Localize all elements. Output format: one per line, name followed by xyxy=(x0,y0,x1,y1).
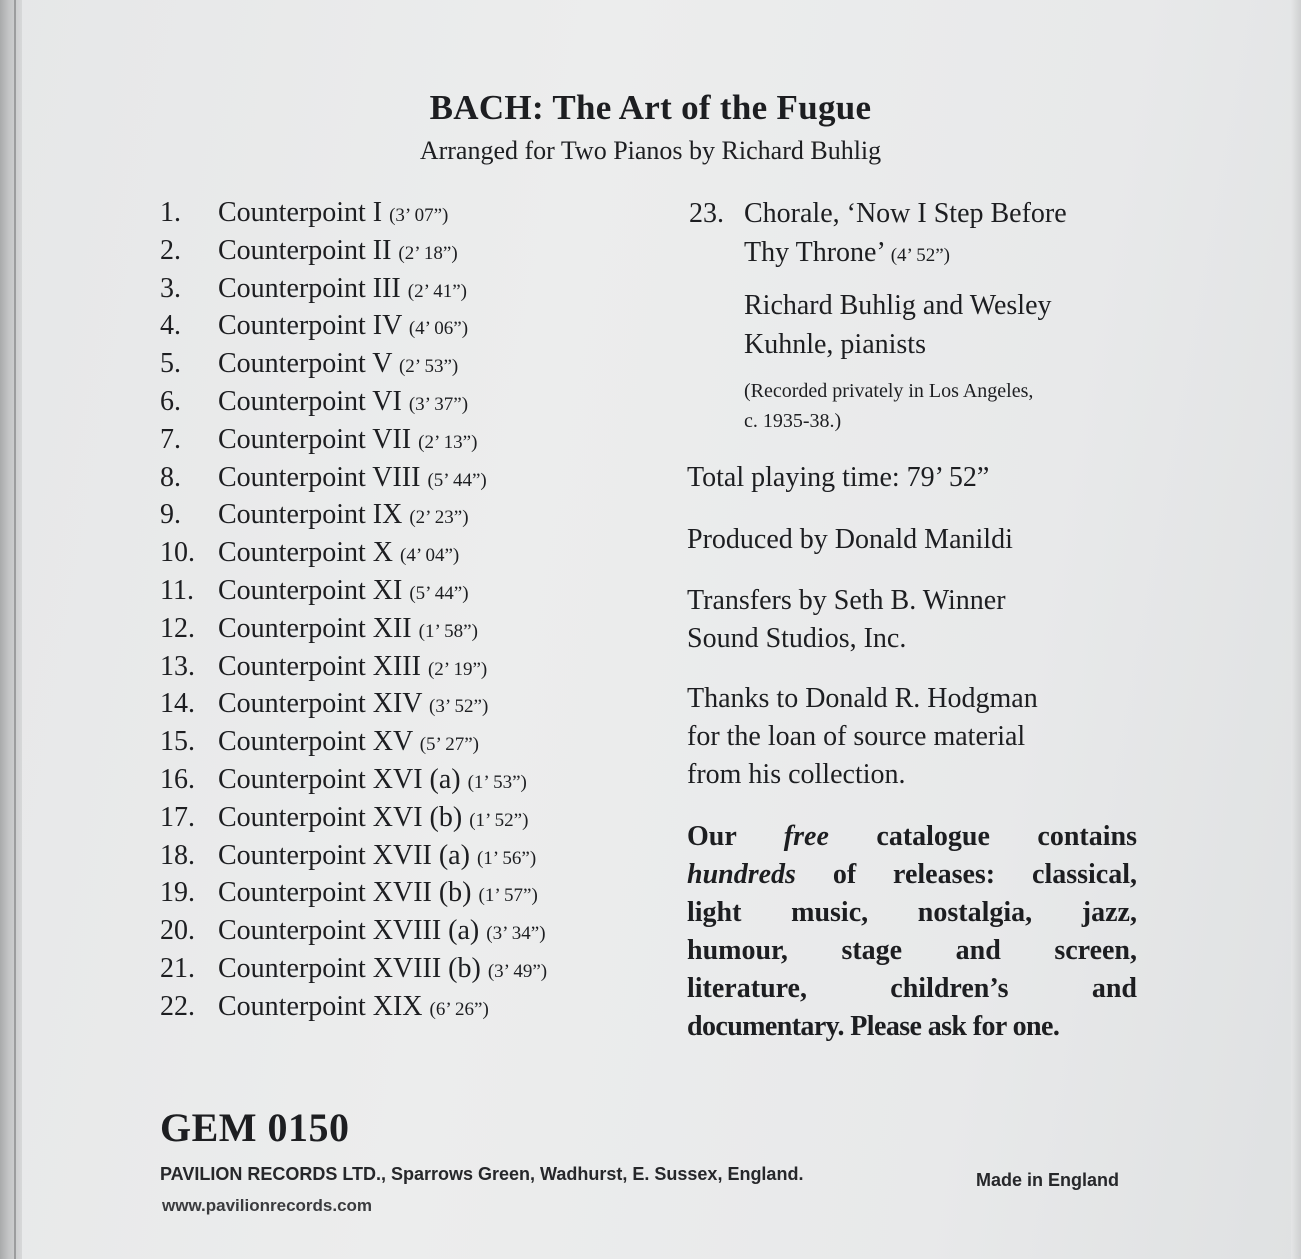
track-title: Counterpoint XVI (b) xyxy=(218,801,463,833)
track-number: 8. xyxy=(160,461,181,493)
track-title: Counterpoint XIV xyxy=(218,688,423,720)
track-duration: (5’ 44”) xyxy=(409,582,469,604)
thanks-line2: for the loan of source material xyxy=(687,721,1026,752)
track-duration: (1’ 56”) xyxy=(476,847,537,869)
track-item xyxy=(160,534,660,572)
track-title: Counterpoint I xyxy=(218,197,383,228)
track-number: 13. xyxy=(160,650,195,682)
track-duration: (4’ 52”) xyxy=(890,245,950,266)
track-number: 22. xyxy=(160,990,195,1022)
track-duration: (5’ 44”) xyxy=(427,469,487,491)
track-item xyxy=(160,345,660,383)
track-item xyxy=(160,194,660,232)
track-item xyxy=(160,496,660,534)
track-duration: (2’ 23”) xyxy=(409,507,469,529)
track-title: Counterpoint XVII (a) xyxy=(218,839,470,871)
right-edge xyxy=(1291,0,1301,1259)
track-item xyxy=(160,837,660,875)
track-item xyxy=(160,232,660,270)
track-number: 10. xyxy=(160,537,195,569)
track-number: 18. xyxy=(160,839,195,871)
track-list xyxy=(160,194,660,1026)
catalogue-emphasis: hundreds xyxy=(687,859,796,890)
track-title: Counterpoint XVIII (b) xyxy=(218,952,481,984)
track-duration: (1’ 58”) xyxy=(418,620,478,642)
track-item xyxy=(160,459,660,497)
track-title: Counterpoint XIX xyxy=(218,990,423,1022)
track-duration: (4’ 04”) xyxy=(400,545,460,567)
transfers-line2: Sound Studios, Inc. xyxy=(687,623,907,654)
catalogue-text: catalogue contains xyxy=(876,821,1138,852)
track-number: 6. xyxy=(160,385,181,417)
website-link[interactable]: www.pavilionrecords.com xyxy=(162,1196,373,1215)
track-number: 4. xyxy=(160,310,181,342)
track-number: 11. xyxy=(160,574,194,606)
track-duration: (2’ 19”) xyxy=(427,658,488,680)
album-subtitle: Arranged for Two Pianos by Richard Buhlig xyxy=(419,136,882,165)
recording-note-line2: c. 1935-38.) xyxy=(744,410,842,432)
track-item xyxy=(160,761,660,799)
thanks-credit xyxy=(687,680,1038,794)
track-number: 14. xyxy=(160,688,195,720)
catalogue-line6: documentary. Please ask for one. xyxy=(687,1011,1060,1042)
track-duration: (1’ 52”) xyxy=(469,809,529,831)
track-duration: (3’ 34”) xyxy=(486,923,546,945)
track-number: 20. xyxy=(160,915,195,947)
track-duration: (2’ 13”) xyxy=(418,431,478,453)
track-number: 23. xyxy=(689,198,724,229)
track-title: Counterpoint XVII (b) xyxy=(218,877,472,909)
track-number: 15. xyxy=(160,726,195,758)
track-number: 9. xyxy=(160,499,181,531)
track-title: Counterpoint XI xyxy=(218,574,403,606)
recording-note-line1: (Recorded privately in Los Angeles, xyxy=(744,380,1034,402)
track-title: Counterpoint II xyxy=(218,234,392,266)
performers-line1: Richard Buhlig and Wesley xyxy=(744,290,1052,321)
track-number: 2. xyxy=(160,234,181,266)
track-item xyxy=(160,685,660,723)
spine-divider xyxy=(14,0,16,1259)
performers xyxy=(744,286,1052,364)
track-title: Counterpoint XIII xyxy=(218,650,421,682)
track-title-line2 xyxy=(744,233,950,275)
track-duration: (1’ 53”) xyxy=(467,771,527,793)
track-title: Counterpoint IX xyxy=(218,499,403,531)
total-playing-time: Total playing time: 79’ 52” xyxy=(687,462,990,493)
track-title: Counterpoint V xyxy=(218,348,392,380)
catalogue-line2 xyxy=(687,856,1137,894)
track-duration: (3’ 37”) xyxy=(408,393,469,415)
producer-credit: Produced by Donald Manildi xyxy=(687,524,1013,555)
track-title: Counterpoint XVI (a) xyxy=(218,763,461,795)
catalogue-number: GEM 0150 xyxy=(160,1105,350,1150)
track-title: Counterpoint XII xyxy=(218,612,412,644)
transfers-line1: Transfers by Seth B. Winner xyxy=(687,585,1006,616)
track-number: 1. xyxy=(160,197,181,228)
track-item xyxy=(160,874,660,912)
track-item xyxy=(160,270,660,308)
track-item xyxy=(160,723,660,761)
publisher-address: PAVILION RECORDS LTD., Sparrows Green, Wadhurst, E. Sussex, England. xyxy=(160,1164,804,1184)
performers-line2: Kuhnle, pianists xyxy=(744,329,926,360)
track-title-line1: Chorale, ‘Now I Step Before xyxy=(744,198,1067,229)
thanks-line3: from his collection. xyxy=(687,759,906,790)
track-item xyxy=(160,572,660,610)
transfers-credit xyxy=(687,582,1006,658)
track-title: Counterpoint III xyxy=(218,272,401,304)
track-number: 21. xyxy=(160,952,195,984)
track-number: 17. xyxy=(160,801,195,833)
track-title: Counterpoint XVIII (a) xyxy=(218,915,480,947)
track-duration: (5’ 27”) xyxy=(419,734,479,756)
track-number: 3. xyxy=(160,272,181,304)
track-item xyxy=(160,799,660,837)
track-item xyxy=(160,421,660,459)
catalogue-line5: literature, children’s and xyxy=(687,973,1137,1004)
track-item xyxy=(160,912,660,950)
track-duration: (3’ 07”) xyxy=(389,205,449,226)
made-in-label: Made in England xyxy=(976,1170,1120,1190)
track-duration: (2’ 18”) xyxy=(398,242,458,264)
track-item xyxy=(160,988,660,1026)
track-number: 19. xyxy=(160,877,195,909)
track-title-text: Thy Throne’ xyxy=(744,237,884,268)
track-number: 12. xyxy=(160,612,195,644)
catalogue-text: of releases: classical, xyxy=(832,859,1138,890)
track-item xyxy=(160,307,660,345)
track-item xyxy=(160,950,660,988)
track-duration: (2’ 41”) xyxy=(407,280,468,302)
catalogue-line1 xyxy=(687,818,1137,856)
catalogue-line3: light music, nostalgia, jazz, xyxy=(687,897,1137,928)
track-title: Counterpoint X xyxy=(218,537,393,569)
track-duration: (3’ 49”) xyxy=(487,960,548,982)
track-number: 7. xyxy=(160,423,181,455)
track-title: Counterpoint VIII xyxy=(218,461,421,493)
track-title: Counterpoint XV xyxy=(218,726,413,758)
track-duration: (1’ 57”) xyxy=(478,885,538,907)
track-title: Counterpoint IV xyxy=(218,310,402,342)
track-title: Counterpoint VII xyxy=(218,423,412,455)
catalogue-emphasis: free xyxy=(783,821,829,852)
track-duration: (6’ 26”) xyxy=(429,998,489,1020)
spine-edge xyxy=(0,0,22,1259)
track-duration: (2’ 53”) xyxy=(398,356,459,378)
catalogue-text: Our xyxy=(687,821,737,852)
track-number: 5. xyxy=(160,348,181,380)
album-title: BACH: The Art of the Fugue xyxy=(429,88,872,127)
track-item xyxy=(160,383,660,421)
track-number: 16. xyxy=(160,763,195,795)
track-item xyxy=(160,648,660,686)
track-duration: (4’ 06”) xyxy=(408,318,469,340)
track-duration: (3’ 52”) xyxy=(429,696,489,718)
track-title: Counterpoint VI xyxy=(218,385,402,417)
catalogue-offer xyxy=(687,818,1137,1046)
catalogue-line4: humour, stage and screen, xyxy=(687,935,1137,966)
track-item xyxy=(160,610,660,648)
thanks-line1: Thanks to Donald R. Hodgman xyxy=(687,683,1038,714)
recording-note xyxy=(744,376,1033,436)
